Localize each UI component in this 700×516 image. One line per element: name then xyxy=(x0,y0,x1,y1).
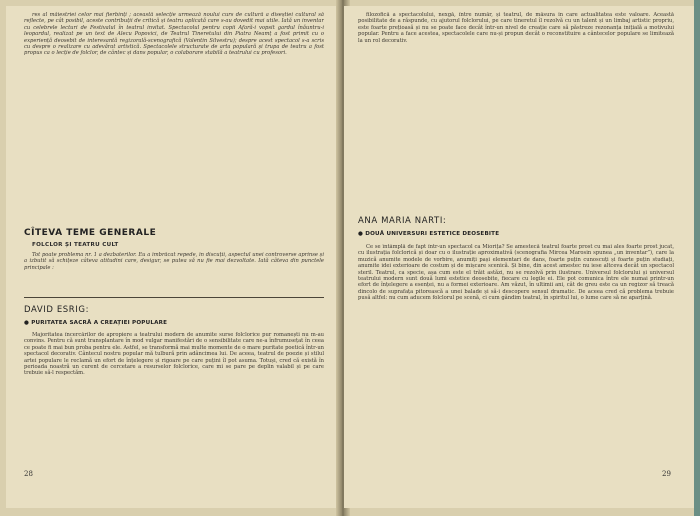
body-text: Ce se întâmplă de fapt într-un spectacol ca Miorița? Se amestecă teatrul foarte prost cu mai ales foarte prost jucat, cu ilustrația folclorică și doar cu o ilustrație aproximativă (scenografia Mircea Marosin spunea „un inventar”), care la muzică anumite modele de vorbire, anumiți pași elementari de dans, foarte puțin cunoscuți și foarte puțin studiați, anumite idei exterioare de costum și de mișcare scenică. Și bine, din acest amestec nu iese altceva decât un spectacol steril. Teatrul, ca specie, așa cum este el trăit astăzi, nu se rezolvă prin ilustrare. Universul folclorului și universul teatrului modern sunt două lumi estetice deosebite, fiecare cu legile ei. Ele pot comunica între ele numai printr-un efort de înțelegere a esenței, nu a formei exterioare. Am văzut, în ultimii ani, cât de greu este ca un regizor să treacă dincolo de suprafața pitorească a unei balade și să-i descopere sensul dramatic. De aceea cred că problema trebuie pusă altfel: nu cum aducem folclorul pe scenă, ci cum gândim teatral, în spiritul lui, o lume care să ne aparțină. xyxy=(358,244,674,302)
body-text: Majoritatea încercărilor de apropiere a teatrului modern de anumite surse folclorice pur romanești nu m-au convins. Pentru că sunt transplantare în mod vulgar manifestări de o sensibilitate care ne-a înfrumusețat în ceea ce poate fi mai bun proba pentru ele. Astfel, se transformă mai multe momente de o mare puritate poetică într-un spectacol decorativ. Cântecul nostru popular mă tulbură prin adâncimea lui. De aceea, teatrul de poezie și stilul artei populare le reclamă un efort de înțelegere și rigoare pe care puțini îl pot asuma. Totuși, cred că există în perioada noastră un curent de cercetare a resurselor folclorice, care mi se pare pe deplin valabil și pe care trebuie să-l respectăm. xyxy=(24,332,324,377)
top-text: filozofică a spectacolului, nexgă, între număr, și teatrul, de măsura în care actualitatea este valoare. Această posibilitate de a răspunde, cu ajutorul folclorului, pe care tineretul îl rezolvă cu un talent și un limbaj artistic propriu, este foarte prețioasă și nu se poate face decât într-un nivel de creație care să păstreze rezonanța inițială a motivului popular. Pentru a face acestea, spectacolele care nu-și propun decât o reconstituire a cântecelor populare se limitează la un rol decorativ. xyxy=(358,12,674,44)
section-title: ● DOUĂ UNIVERSURI ESTETICE DEOSEBITE xyxy=(358,231,500,237)
section-subheading: FOLCLOR ȘI TEATRU CULT xyxy=(32,242,119,248)
divider xyxy=(24,297,324,298)
summary-text: Tot poate problema nr. 1 a dezbaterilor. Eu a îmbrăcat repede, în discuții, aspectul unei controverse aprinse și a izbutit să schițeze câteva atitudini care, desigur, se putea să nu fie mai dezvoltate. Iată câteva din punctele principale : xyxy=(24,252,324,271)
section-heading: CÎTEVA TEME GENERALE xyxy=(24,228,157,238)
author-name: ANA MARIA NARTI: xyxy=(358,216,447,226)
intro-text: res al măiestriei celor mai fierbinți ; această selecție urmează noului curs de cultură a diseștiei cultural să reflecte, pe cât posibil, aceste contribuții de critică și teatru aplicată care s-au dovedit mai utile. Iată un inventar cu celebrele lecturi de Festivalul în teatrul invitat. Spectacolul pentru copii Afară-i vopsit gardul înăuntru-i leopardul, realizat pe un text de Alecu Popovici, de Teatrul Tineretului din Piatra Neamț a fost primit cu o experiență deosebit de interesantă regizorală-scenografică (Valentin Silvestru); despre acest spectacol s-a scris cu despre o realizare cu adevărat artistică. Spectacolele structurate de arta populară și trupa de teatru a fost propus ca o lecție de folclor, de cântec și dans popular, o colaborare stabilă a teatrului cu profesori. xyxy=(24,12,324,57)
right-page xyxy=(344,6,694,508)
book-edge xyxy=(694,0,700,516)
page-number: 28 xyxy=(24,470,33,478)
author-name: DAVID ESRIG: xyxy=(24,305,90,315)
left-page xyxy=(6,6,342,508)
page-number: 29 xyxy=(662,470,671,478)
section-title: ● PURITATEA SACRĂ A CREAȚIEI POPULARE xyxy=(24,320,168,326)
